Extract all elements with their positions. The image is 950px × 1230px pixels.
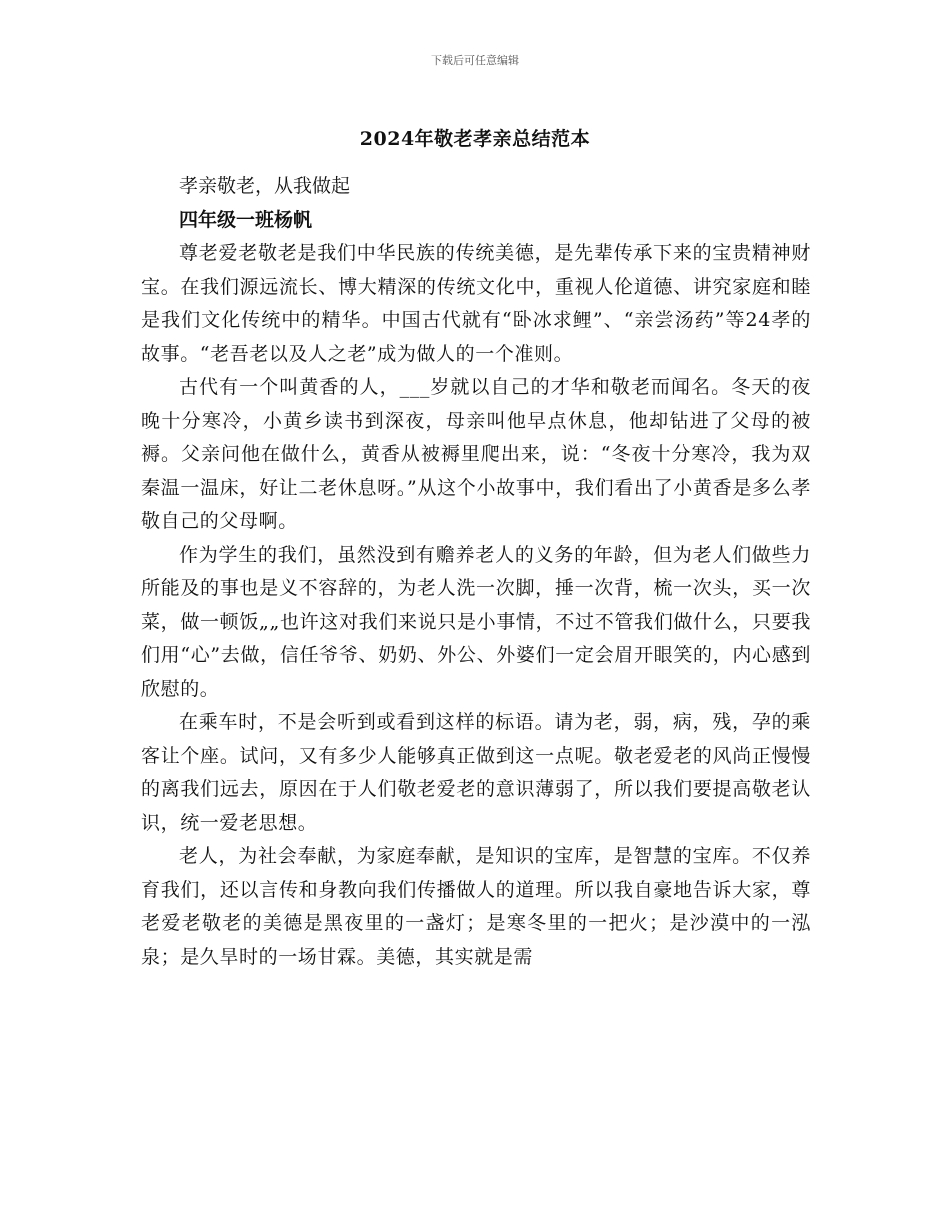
document-body — [141, 170, 811, 974]
paragraph-5: 老人，为社会奉献，为家庭奉献，是知识的宝库，是智慧的宝库。不仅养育我们，还以言传和身教向我们传播做人的道理。所以我自豪地告诉大家，尊老爱老敬老的美德是黑夜里的一盏灯；是寒冬里的一把火；是沙漠中的一泓泉；是久旱时的一场甘霖。美德，其实就是需 — [141, 845, 811, 968]
document-author: 四年级一班杨帆 — [179, 208, 313, 231]
paragraph-2: 古代有一个叫黄香的人，___岁就以自己的才华和敬老而闻名。冬天的夜晚十分寒冷，小黄乡读书到深夜，母亲叫他早点休息，他却钻进了父母的被褥。父亲问他在做什么，黄香从被褥里爬出来，说：“冬夜十分寒冷，我为双秦温一温床，好让二老休息呀。”从这个小故事中，我们看出了小黄香是多么孝敬自己的父母啊。 — [141, 376, 811, 532]
header-note: 下载后可任意编辑 — [431, 54, 519, 67]
paragraph-3: 作为学生的我们，虽然没到有赡养老人的义务的年龄，但为老人们做些力所能及的事也是义不容辞的，为老人洗一次脚，捶一次背，梳一次头，买一次菜，做一顿饭„„也许这对我们来说只是小事情，不过不管我们做什么，只要我们用“心”去做，信任爷爷、奶奶、外公、外婆们一定会眉开眼笑的，内心感到欣慰的。 — [141, 543, 811, 700]
document-title: 2024年敬老孝亲总结范本 — [359, 128, 591, 150]
paragraph-4: 在乘车时，不是会听到或看到这样的标语。请为老，弱，病，残，孕的乘客让个座。试问，又有多少人能够真正做到这一点呢。敬老爱老的风尚正慢慢的离我们远去，原因在于人们敬老爱老的意识薄弱了，所以我们要提高敬老认识，统一爱老思想。 — [141, 711, 811, 834]
paragraph-1: 尊老爱老敬老是我们中华民族的传统美德，是先辈传承下来的宝贵精神财宝。在我们源远流长、博大精深的传统文化中，重视人伦道德、讲究家庭和睦是我们文化传统中的精华。中国古代就有“卧冰求鲤”、“亲尝汤药”等24孝的故事。“老吾老以及人之老”成为做人的一个准则。 — [141, 242, 811, 365]
document-subtitle: 孝亲敬老，从我做起 — [179, 175, 351, 197]
